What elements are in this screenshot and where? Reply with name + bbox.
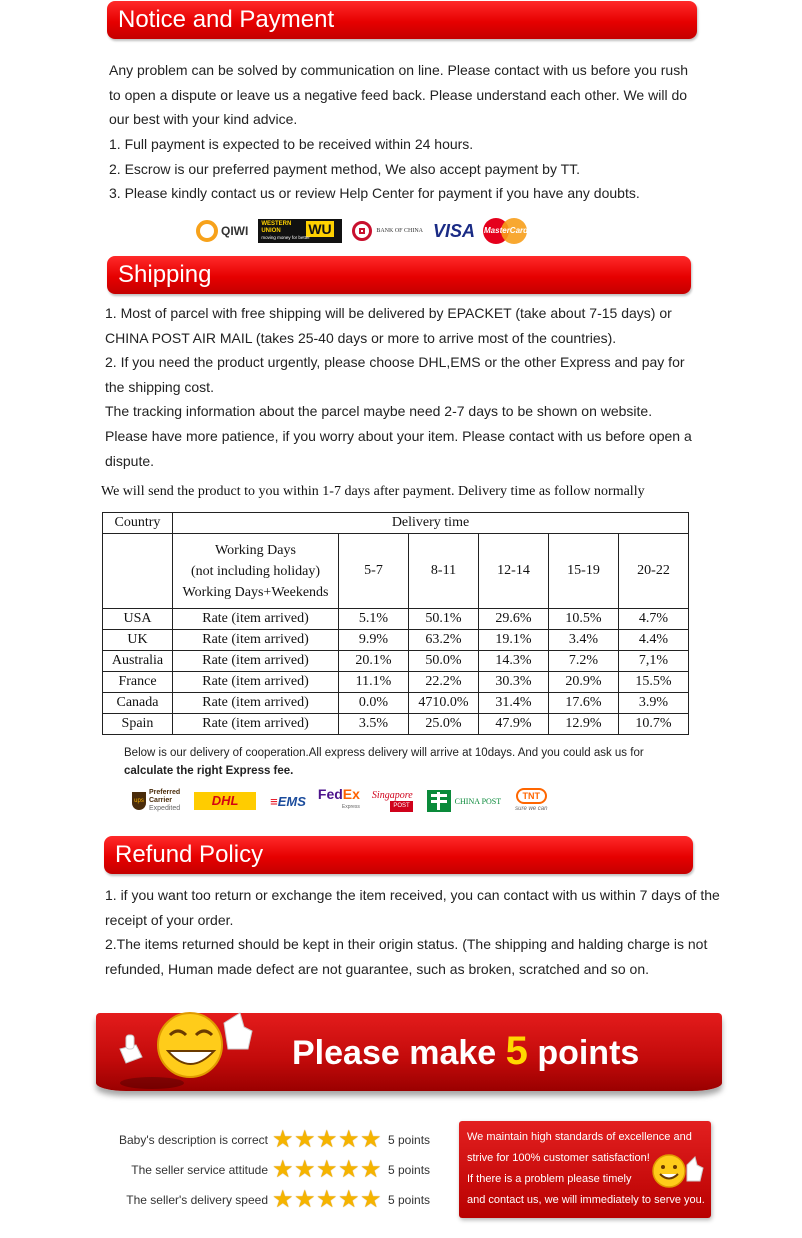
notice-title: Notice and Payment bbox=[118, 6, 335, 33]
range-header: 5-7 bbox=[339, 534, 409, 609]
refund-title: Refund Policy bbox=[115, 841, 264, 868]
satisfaction-line: and contact us, we will immediately to serve you. bbox=[467, 1194, 705, 1206]
star-rating bbox=[272, 1188, 382, 1212]
shipping-line: 1. Most of parcel with free shipping will be delivered by EPACKET (take about 7-15 days) or bbox=[105, 305, 672, 321]
working-days-cell: Working Days (not including holiday) Working Days+Weekends bbox=[173, 534, 339, 609]
notice-intro bbox=[109, 58, 688, 132]
refund-banner bbox=[104, 836, 693, 874]
bank-of-china-logo: BANK OF CHINA bbox=[352, 221, 423, 241]
ems-stripes-icon: ≡ bbox=[270, 793, 278, 809]
notice-item: 3. Please kindly contact us or review Help Center for payment if you have any doubts. bbox=[109, 185, 640, 202]
rating-row bbox=[114, 1158, 430, 1182]
table-row: France Rate (item arrived) 11.1% 22.2% 30.3% 20.9% 15.5% bbox=[103, 672, 689, 693]
star-icon: ★ bbox=[360, 1156, 382, 1183]
shipping-line: Please have more patience, if you worry about your item. Please contact with us before open a bbox=[105, 427, 692, 444]
table-row: USA Rate (item arrived) 5.1% 50.1% 29.6% 10.5% 4.7% bbox=[103, 609, 689, 630]
notice-intro-line: Any problem can be solved by communication on line. Please contact with us before you rush bbox=[109, 62, 688, 78]
star-rating bbox=[272, 1128, 382, 1152]
range-header: 20-22 bbox=[619, 534, 689, 609]
star-rating bbox=[272, 1158, 382, 1182]
star-icon: ★ bbox=[272, 1126, 294, 1153]
star-icon: ★ bbox=[338, 1186, 360, 1213]
notice-items bbox=[109, 132, 640, 206]
star-icon: ★ bbox=[272, 1156, 294, 1183]
rating-row bbox=[114, 1128, 430, 1152]
satisfaction-line: strive for 100% customer satisfaction! bbox=[467, 1152, 650, 1164]
rating-label: The seller's delivery speed bbox=[126, 1193, 268, 1207]
rating-row bbox=[114, 1188, 430, 1212]
table-row: Canada Rate (item arrived) 0.0% 4710.0% 31.4% 17.6% 3.9% bbox=[103, 693, 689, 714]
star-icon: ★ bbox=[294, 1156, 316, 1183]
ups-shield-icon: ups bbox=[132, 792, 146, 810]
mastercard-logo: MasterCard bbox=[483, 218, 527, 244]
refund-line: receipt of your order. bbox=[105, 911, 234, 928]
shipping-title: Shipping bbox=[118, 261, 212, 288]
empty-cell bbox=[103, 534, 173, 609]
star-icon: ★ bbox=[316, 1156, 338, 1183]
points-banner bbox=[96, 1013, 722, 1091]
ems-logo: ≡EMS bbox=[270, 793, 306, 809]
refund-line: 1. if you want too return or exchange the item received, you can contact with us within 7 days of the bbox=[105, 887, 720, 903]
range-header: 12-14 bbox=[479, 534, 549, 609]
qiwi-icon bbox=[196, 220, 218, 242]
thumbs-up-smiley-icon bbox=[112, 1005, 262, 1095]
qiwi-logo: QIWI bbox=[196, 220, 248, 242]
shipping-banner bbox=[107, 256, 691, 294]
star-icon: ★ bbox=[360, 1126, 382, 1153]
delivery-table bbox=[102, 512, 689, 735]
shipping-line: dispute. bbox=[105, 452, 155, 469]
refund-line: 2.The items returned should be kept in their origin status. (The shipping and halding charge is not bbox=[105, 936, 708, 953]
star-icon: ★ bbox=[272, 1186, 294, 1213]
notice-intro-line: our best with your kind advice. bbox=[109, 111, 298, 128]
range-header: 15-19 bbox=[549, 534, 619, 609]
shipping-text bbox=[105, 301, 692, 473]
country-header: Country bbox=[103, 513, 173, 534]
china-post-logo: CHINA POST bbox=[427, 790, 501, 812]
star-icon: ★ bbox=[316, 1126, 338, 1153]
rating-points: 5 points bbox=[388, 1163, 431, 1177]
payment-logos bbox=[196, 216, 527, 246]
star-icon: ★ bbox=[338, 1156, 360, 1183]
delivery-time-header: Delivery time bbox=[173, 513, 689, 534]
fedex-logo: FedEx Express bbox=[317, 786, 360, 810]
refund-text bbox=[105, 883, 720, 981]
rating-points: 5 points bbox=[388, 1193, 431, 1207]
star-icon: ★ bbox=[360, 1186, 382, 1213]
notice-intro-line: to open a dispute or leave us a negative feed back. Please understand each other. We will do bbox=[109, 86, 688, 103]
rating-points: 5 points bbox=[388, 1133, 431, 1147]
refund-line: refunded, Human made defect are not guarantee, such as broken, scratched and so on. bbox=[105, 960, 650, 977]
ups-logo: ups Preferred Carrier Expedited bbox=[132, 789, 180, 813]
satisfaction-box bbox=[459, 1121, 711, 1218]
star-icon: ★ bbox=[338, 1126, 360, 1153]
singapore-post-logo: Singapore POST bbox=[372, 790, 413, 812]
shipping-line: The tracking information about the parcel maybe need 2-7 days to be shown on website. bbox=[105, 403, 653, 420]
rating-label: The seller service attitude bbox=[131, 1163, 268, 1177]
range-header: 8-11 bbox=[409, 534, 479, 609]
shipping-line: the shipping cost. bbox=[105, 378, 214, 395]
notice-banner bbox=[107, 1, 697, 39]
star-icon: ★ bbox=[316, 1186, 338, 1213]
satisfaction-line: We maintain high standards of excellence and bbox=[467, 1131, 692, 1143]
points-banner-text: Please make 5 points bbox=[292, 1029, 640, 1073]
notice-item: 2. Escrow is our preferred payment method, We also accept payment by TT. bbox=[109, 160, 581, 177]
delivery-note: We will send the product to you within 1-7 days after payment. Delivery time as follow normally bbox=[101, 484, 645, 499]
carrier-logos bbox=[132, 786, 547, 816]
western-union-logo: WESTERN UNION WU moving money for better bbox=[258, 219, 342, 243]
shipping-line: 2. If you need the product urgently, please choose DHL,EMS or the other Express and pay for bbox=[105, 354, 685, 371]
cooperation-note: Below is our delivery of cooperation.All express delivery will arrive at 10days. And you could ask us for calculate the right Express fee. bbox=[124, 747, 644, 777]
dhl-logo: DHL bbox=[194, 792, 256, 810]
bank-of-china-icon bbox=[352, 221, 372, 241]
notice-item: 1. Full payment is expected to be received within 24 hours. bbox=[109, 136, 474, 152]
china-post-icon bbox=[427, 790, 451, 812]
shipping-line: CHINA POST AIR MAIL (takes 25-40 days or more to arrive most of the countries). bbox=[105, 329, 617, 346]
table-row: UK Rate (item arrived) 9.9% 63.2% 19.1% 3.4% 4.4% bbox=[103, 630, 689, 651]
table-row: Spain Rate (item arrived) 3.5% 25.0% 47.9% 12.9% 10.7% bbox=[103, 714, 689, 735]
table-row: Australia Rate (item arrived) 20.1% 50.0% 14.3% 7.2% 7,1% bbox=[103, 651, 689, 672]
smiley-thumbs-up-icon bbox=[649, 1151, 705, 1191]
visa-logo: VISA bbox=[433, 220, 476, 241]
satisfaction-line: If there is a problem please timely bbox=[467, 1173, 632, 1185]
star-icon: ★ bbox=[294, 1186, 316, 1213]
points-banner-number: 5 bbox=[505, 1029, 528, 1073]
star-icon: ★ bbox=[294, 1126, 316, 1153]
tnt-logo: TNT sure we can bbox=[515, 788, 547, 814]
rating-label: Baby's description is correct bbox=[118, 1133, 268, 1147]
